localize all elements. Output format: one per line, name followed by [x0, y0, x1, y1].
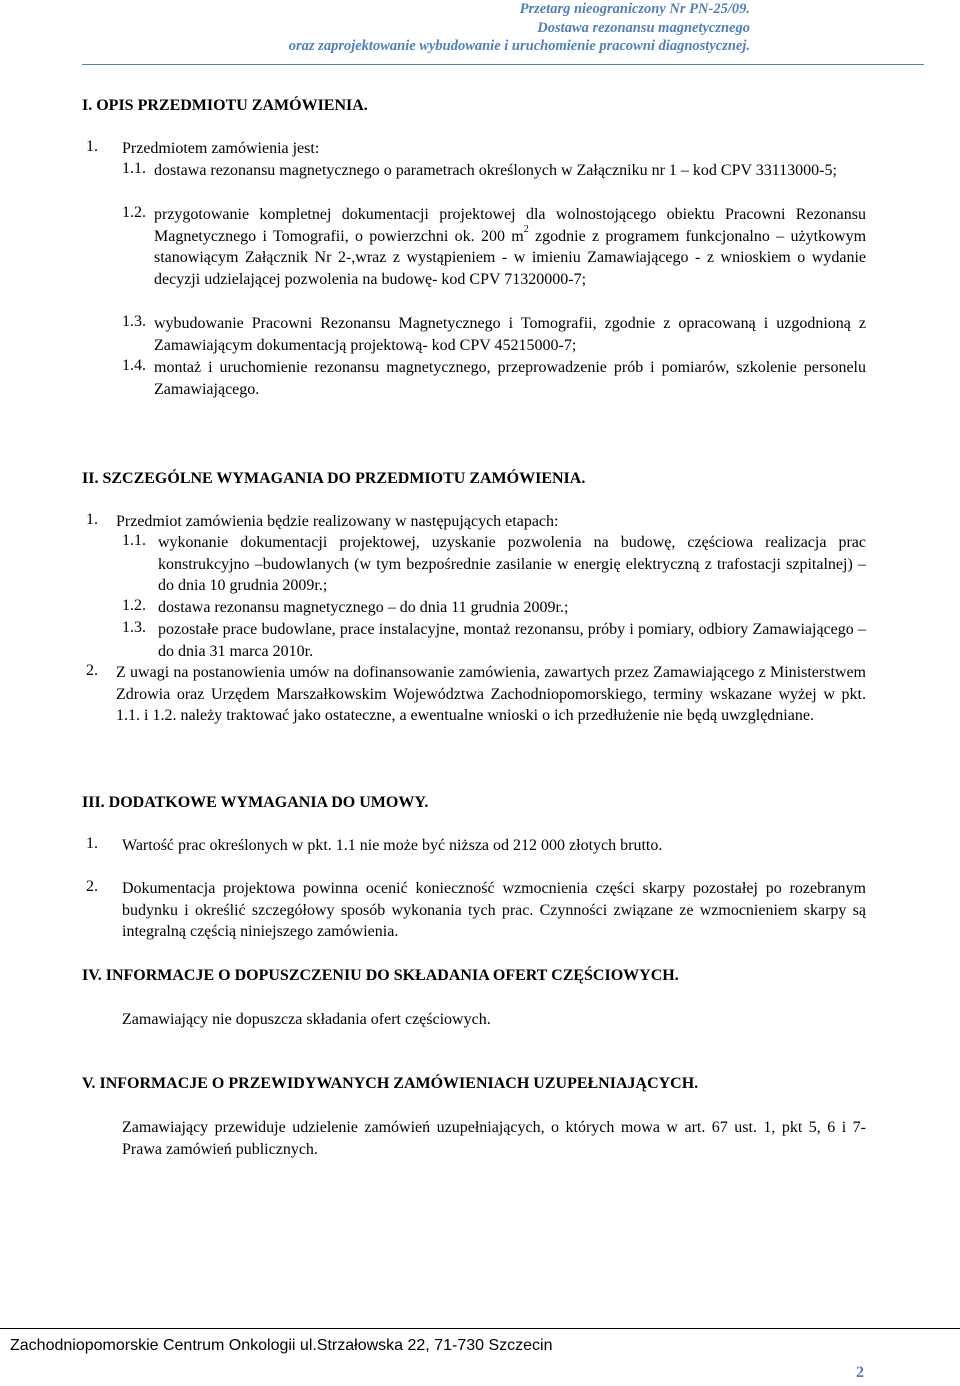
section-2-item-1-3-number: 1.3.: [122, 619, 146, 636]
section-3-point-1-number: 1.: [86, 835, 98, 852]
section-1-item-1-1-text: dostawa rezonansu magnetycznego o parametrach określonych w Załączniku nr 1 – kod CPV 33113000-5;: [154, 162, 837, 179]
document-header: [289, 0, 750, 56]
section-2-point-1-number: 1.: [86, 511, 98, 528]
section-2-point-2-number: 2.: [86, 662, 98, 679]
section-2-point-2-text: Z uwagi na postanowienia umów na dofinansowanie zamówienia, zawartych przez Zamawiającego z Ministerstwem Zdrowia oraz Urzędem Marszałkowskim Województwa Zachodniopomorskiego, terminy wskazane wyżej w pkt. 1.1. i 1.2. należy traktować jako ostateczne, a ewentualne wnioski o ich przedłużenie nie będą uwzględniane.: [116, 664, 866, 725]
section-3-point-2-number: 2.: [86, 878, 98, 895]
footer-address: Zachodniopomorskie Centrum Onkologii ul.Strzałowska 22, 71-730 Szczecin: [10, 1337, 553, 1354]
section-4-heading: IV. INFORMACJE O DOPUSZCZENIU DO SKŁADANIA OFERT CZĘŚCIOWYCH.: [82, 967, 679, 984]
section-3-heading: III. DODATKOWE WYMAGANIA DO UMOWY.: [82, 794, 429, 811]
section-1-point-1-number: 1.: [86, 138, 98, 155]
section-1-heading: I. OPIS PRZEDMIOTU ZAMÓWIENIA.: [82, 97, 368, 114]
page-number: 2: [856, 1364, 864, 1381]
section-3-point-2-text: Dokumentacja projektowa powinna ocenić konieczność wzmocnienia części skarpy pozostałej po rozebranym budynku i określić szczegółowy sposób wykonania tych prac. Czynności związane ze wzmocnieniem skarpy są integralną częścią niniejszego zamówienia.: [122, 880, 866, 941]
section-1-item-1-3-number: 1.3.: [122, 313, 146, 330]
area-unit-superscript: 2: [523, 224, 529, 236]
header-subject: Dostawa rezonansu magnetycznego: [537, 19, 750, 36]
section-1-item-1-2-text-a: przygotowanie kompletnej dokumentacji projektowej dla wolnostojącego obiektu Pracowni Rezonansu Magnetycznego i Tomografii, o powierzchni ok. 200 m: [154, 206, 866, 245]
header-divider: [82, 64, 924, 65]
section-1-item-1-4-text: montaż i uruchomienie rezonansu magnetycznego, przeprowadzenie prób i pomiarów, szkolenie personelu Zamawiającego.: [154, 359, 866, 398]
header-tender-number: Przetarg nieograniczony Nr PN-25/09.: [519, 1, 750, 17]
section-5-heading: V. INFORMACJE O PRZEWIDYWANYCH ZAMÓWIENIACH UZUPEŁNIAJĄCYCH.: [82, 1075, 699, 1092]
section-2-item-1-2-number: 1.2.: [122, 597, 146, 614]
section-2-item-1-1-text: wykonanie dokumentacji projektowej, uzyskanie pozwolenia na budowę, częściowa realizacja prac konstrukcyjno –budowlanych (w tym bezpośrednie zasilanie w energię elektryczną z trafostacji szpitalnej) – do dnia 10 grudnia 2009r.;: [158, 534, 866, 595]
section-5-text: Zamawiający przewiduje udzielenie zamówień uzupełniających, o których mowa w art. 67 ust. 1, pkt 5, 6 i 7- Prawa zamówień publicznych.: [122, 1119, 866, 1158]
section-4-text: Zamawiający nie dopuszcza składania ofert częściowych.: [122, 1011, 491, 1028]
section-1-point-1-text: Przedmiotem zamówienia jest:: [122, 140, 320, 157]
section-1-item-1-2-text: [154, 204, 866, 290]
section-1-item-1-2-text-b: zgodnie z programem funkcjonalno – użytkowym stanowiącym Załącznik Nr 2-,wraz z wystąpieniem - w imieniu Zamawiającego - z wnioskiem o wydanie decyzji udzielającej pozwolenia na budowę- kod CPV 71320000-7;: [154, 227, 867, 288]
section-1-item-1-2-number: 1.2.: [122, 204, 146, 221]
section-2-item-1-2-text: dostawa rezonansu magnetycznego – do dnia 11 grudnia 2009r.;: [158, 599, 569, 616]
section-1-item-1-1-number: 1.1.: [122, 160, 146, 177]
section-2-point-1-text: Przedmiot zamówienia będzie realizowany w następujących etapach:: [116, 513, 559, 530]
section-2-heading: II. SZCZEGÓLNE WYMAGANIA DO PRZEDMIOTU ZAMÓWIENIA.: [82, 470, 586, 487]
section-1-item-1-4-number: 1.4.: [122, 357, 146, 374]
section-3-point-1-text: Wartość prac określonych w pkt. 1.1 nie może być niższa od 212 000 złotych brutto.: [122, 837, 663, 854]
header-subject-continued: oraz zaprojektowanie wybudowanie i uruchomienie pracowni diagnostycznej.: [288, 38, 750, 54]
section-2-item-1-1-number: 1.1.: [122, 532, 146, 549]
footer-divider: [0, 1328, 960, 1329]
section-2-item-1-3-text: pozostałe prace budowlane, prace instalacyjne, montaż rezonansu, próby i pomiary, odbiory Zamawiającego – do dnia 31 marca 2010r.: [158, 621, 866, 660]
section-1-item-1-3-text: wybudowanie Pracowni Rezonansu Magnetycznego i Tomografii, zgodnie z opracowaną i uzgodnioną z Zamawiającym dokumentacją projektową- kod CPV 45215000-7;: [154, 315, 866, 354]
